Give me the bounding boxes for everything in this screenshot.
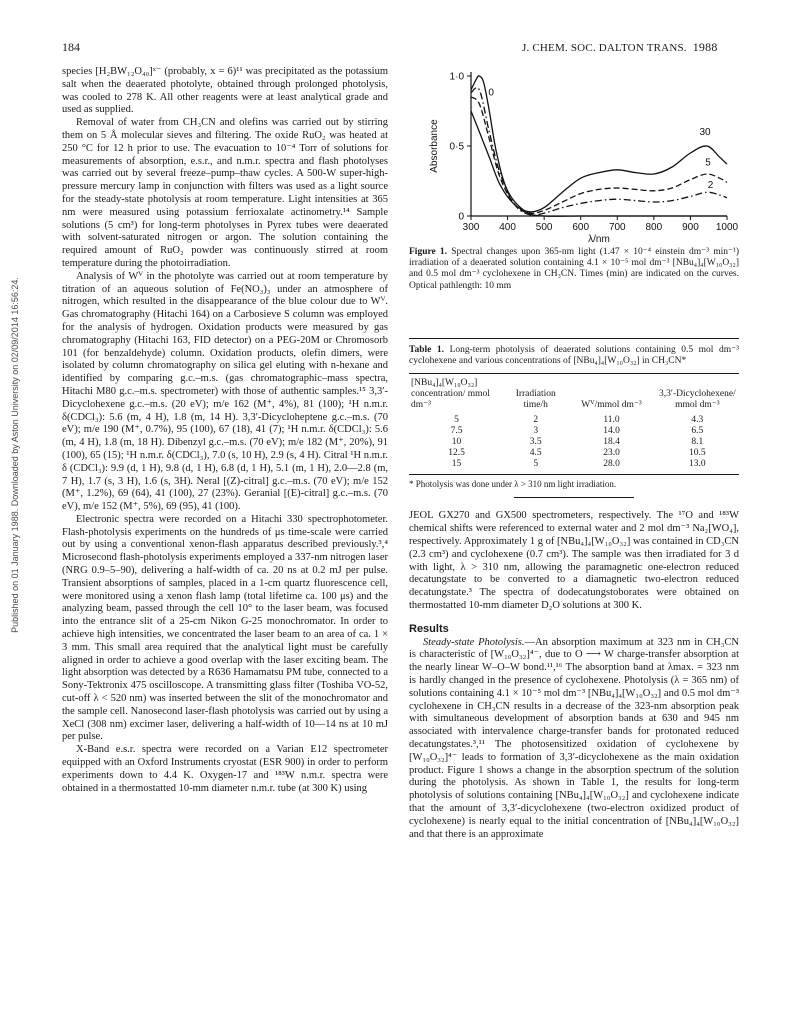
x-tick-label: 800 <box>645 222 663 233</box>
figure-1 <box>409 66 739 244</box>
table-caption-label: Table 1. <box>409 345 445 355</box>
table-cell: 2 <box>533 415 539 426</box>
x-tick-label: 300 <box>462 222 480 233</box>
y-tick-label: 0·5 <box>449 141 464 153</box>
table-cell: 11.0 <box>603 415 620 426</box>
table-cell: 10 <box>451 437 462 448</box>
x-tick-label: 700 <box>608 222 626 233</box>
table-cell: 10.5 <box>689 448 706 459</box>
series-label: 5 <box>705 157 711 169</box>
table-bottom-rule <box>409 474 739 475</box>
table-cell: 7.5 <box>450 426 463 437</box>
x-tick-label: 900 <box>682 222 699 233</box>
table-cell: 15 <box>451 459 462 470</box>
chart-series <box>471 76 727 217</box>
table-cell: 23.0 <box>603 448 620 459</box>
figure-caption-label: Figure 1. <box>409 247 448 257</box>
table-header-rule <box>409 373 739 374</box>
x-axis-label: λ/nm <box>588 234 610 244</box>
table-cell: 8.1 <box>691 437 704 448</box>
table-cell: 12.5 <box>448 448 465 459</box>
x-tick-label: 600 <box>572 222 590 233</box>
table-top-rule <box>409 338 739 339</box>
table-row <box>409 437 739 448</box>
series-line-2 <box>471 88 727 216</box>
table-cell: 5 <box>454 415 459 426</box>
results-text: —An absorption maximum at 323 nm in CH₃CN is characteristic of [W₁₀O₃₂]⁴⁻, due to O ⟶ W charge-transfer absorption at the nearly linear W–O–W bond.¹¹,¹⁶ The absorption band at λmax. = 323 nm is hardly changed in the presence of cyclohexene. Photolysis (λ = 365 nm) of solutions containing 4.1 × 10⁻⁵ mol dm⁻³ [NBu₄]₄[W₁₀O₃₂] and 0.5 mol dm⁻³ cyclohexene in CH₃CN results in a decrease of the 323-nm absorption peak with simultaneous development of absorption bands at 630 and 945 nm associated with intervalence charge-transfer bands for protonated reduced decatungstates.³,¹¹ The photosensitized oxidation of cyclohexene by [W₁₀O₃₂]⁴⁻ leads to formation of 3,3′-dicyclohexene as the main oxidation product. Figure 1 shows a change in the absorption spectrum of the solution during the photolysis. As shown in Table 1, the results for long-term photolysis of solutions containing [NBu₄]₄[W₁₀O₃₂] and cyclohexene indicate that the amount of 3,3′-dicyclohexene (two-electron oxidized product of cyclohexene) is nearly equal to the initial concentration of [NBu₄]₄[W₁₀O₃₂] and that there is an approximate <box>409 636 739 840</box>
paragraph: species [H₂BW₁₂O₄₀]ˣ⁻ (probably, x = 6)¹¹ was precipitated as the potassium salt when the deaerated photolyte, obtained through prolonged photolysis, was cooled to 278 K. All other reagents were at least analytical grade and used as supplied. <box>62 66 388 116</box>
table-cell: 18.4 <box>603 437 620 448</box>
chart-labels <box>429 72 739 245</box>
section-heading-results: Results <box>409 622 449 635</box>
absorbance-chart <box>409 66 739 244</box>
paragraph <box>409 637 739 842</box>
paragraph: Electronic spectra were recorded on a Hitachi 330 spectrophotometer. Flash-photolysis experiments on the hundreds of μs time-scale were carried out by using a conventional xenon-flash apparatus described previously.³,⁴ Microsecond flash-photolysis experiments employed a 337-nm nitrogen laser (NRG 0.9–5–90), delivering a half-width of ca. 20 ns at 0.2 mJ per pulse. Transient absorptions of samples, placed in a 1-cm quartz fluorescence cell, were monitored using a xenon flash lamp (total lifetime ca. 100 μs) and the analyzing beam, passed through the cell 10° to the laser beam, was focused into the entrance slit of a 25-cm Nikon G-25 monochromator. In order to achieve high intensities, we concentrated the laser beam to an area of ca. 1 × 3 mm. This small area required that the analytical light must be carefully aligned in order to achieve a good overlap with the laser exciting beam. The light absorption was detected by a R636 Hamamatsu PM tube, connected to a Sony-Tektronix 475 oscilloscope. A transmitting glass filter (Toshiba VO-52, cut-off λ < 520 nm) was inserted between the slit of the monochromator and the sample cell. Nanosecond laser-flash photolysis was carried out by using a XeCl (308 nm) excimer laser, delivering a half-width of 10—14 ns at 10 mJ per pulse. <box>62 513 388 743</box>
table-caption-text: Long-term photolysis of deaerated solutions containing 0.5 mol dm⁻³ cyclohexene and various concentrations of [NBu₄]₄[W₁₀O₃₂] in CH₃CN* <box>409 345 739 367</box>
journal-name: J. CHEM. SOC. DALTON TRANS. <box>522 42 687 54</box>
table-footnote: * Photolysis was done under λ > 310 nm light irradiation. <box>409 479 617 490</box>
right-column-text <box>409 510 739 841</box>
table-cell: 3 <box>533 426 539 437</box>
table-row <box>409 459 739 470</box>
table-end-rule <box>514 497 634 498</box>
table-cell: 4.5 <box>529 448 542 459</box>
table-1-block <box>409 338 739 841</box>
table-caption <box>409 345 739 367</box>
table-cell: 14.0 <box>603 426 620 437</box>
table-cell: 28.0 <box>603 459 620 470</box>
x-tick-label: 1000 <box>715 222 739 233</box>
table-row <box>409 426 739 437</box>
table-body <box>409 415 739 470</box>
paragraph: JEOL GX270 and GX500 spectrometers, respectively. The ¹⁷O and ¹⁸³W chemical shifts were referenced to external water and 2 mol dm⁻³ Na₂[WO₄], respectively. Approximately 1 g of [NBu₄]₄[W₁₀O₃₂] was contained in CD₃CN (2.3 cm³) and cyclohexene (0.7 cm³). The sample was then irradiated for 3 d with light, λ > 310 nm, allowing the paramagnetic one-electron reduced decatungstate to be converted to a diamagnetic two-electron reduced decatungstate.³ The spectra of dodecatungstoborates were obtained on thermostatted 10-mm diameter D₂O solutions at 300 K. <box>409 510 739 611</box>
table-row <box>409 415 739 426</box>
y-axis-label: Absorbance <box>429 119 440 173</box>
column-header: 3,3′-Dicyclohexene/ mmol dm⁻³ <box>658 389 736 411</box>
figure-caption-text: Spectral changes upon 365-nm light (1.47 × 10⁻⁴ einstein dm⁻³ min⁻¹) irradiation of a deaerated solution containing 4.1 × 10⁻⁵ mol dm⁻³ [NBu₄]₄[W₁₀O₃₂] and 0.5 mol dm⁻³ cyclohexene in CH₃CN. Times (min) are indicated on the curves. Optical pathlength: 10 mm <box>409 247 740 291</box>
series-label: 30 <box>699 126 711 138</box>
series-label: 0 <box>488 87 494 99</box>
table-cell: 5 <box>533 459 539 470</box>
x-tick-label: 400 <box>499 222 516 233</box>
table-header-row <box>409 378 739 411</box>
journal-year: 1988 <box>692 40 718 54</box>
paragraph: Removal of water from CH₃CN and olefins was carried out by stirring them on 5 Å molecular sieves and filtering. The oxide RuO₂ was heated at 250 °C for 12 h prior to use. The evacuation to 10⁻⁴ Torr of solutions for measurements of absorption, e.s.r., and n.m.r. spectra and flash photolyses was carried out by several freeze–pump–thaw cycles. A 500-W super-high-pressure mercury lamp in conjunction with filters was used as a light source for the steady-state photolysis at room temperature. Light intensities at 365 nm were measured using potassium ferrioxalate actinometry.¹⁴ Sample solutions (5 cm³) for long-term photolyses in Pyrex tubes were deaerated with solvent-saturated nitrogen or argon. The solution containing the required amount of RuO₂ powder was continuously stirred at room temperature during the photoirradiation. <box>62 117 388 269</box>
left-column <box>62 66 388 795</box>
table-cell: 4.3 <box>691 415 704 426</box>
table-cell: 6.5 <box>691 426 704 437</box>
column-header: [NBu₄]₄[W₁₀O₃₂] concentration/ mmol dm⁻³ <box>411 378 490 411</box>
y-tick-label: 0 <box>458 211 464 223</box>
y-tick-label: 1·0 <box>449 71 464 83</box>
column-header: Wⱽ/mmol dm⁻³ <box>581 400 642 411</box>
paragraph: Analysis of Wⱽ in the photolyte was carried out at room temperature by titration of an aqueous solution of Fe(NO₃)₃ under an atmosphere of nitrogen, which resulted in the disappearance of the blue colour due to Wⱽ. Gas chromatography (Hitachi 164) on a Carbosieve S column was employed for the analysis of hydrogen. Oxidation products were measured by gas chromatography (Hitachi 163, FID detector) on a PEG-20M or Chromosorb 101 (for benzaldehyde) column. Oxidation products, olefin dimers, were isolated by column chromatography on silica gel eluting with n-hexane and identified by comparing g.c.–m.s. (gas chromatographic–mass spectra, Hitachi M80 g.c.–m.s. spectrometer) with those of authentic samples.¹⁵ 3,3′-Dicyclohexene g.c.–m.s. (20 eV); m/e 162 (M⁺, 4%), 81 (100); ¹H n.m.r. δ(CDCl₃): 5.6 (m, 4 H), 1.8 (m, 14 H). 3,3′-Dicycloheptene g.c.–m.s. (70 eV); m/e 190 (M⁺, 0.7%), 95 (100), 67 (18), 41 (7); ¹H n.m.r. δ(CDCl₃): 5.6 (m, 4 H), 1.8 (m, 18 H). Dibenzyl g.c.–m.s. (70 eV); m/e 182 (M⁺, 20%), 91 (100), 65 (15); ¹H n.m.r. δ(CDCl₃), 7.0 (s, 10 H), 2.9 (s, 4 H). Citral ¹H n.m.r. δ (CDCl₃): 9.9 (d, 1 H), 9.8 (d, 1 H), 6.8 (d, 1 H), 5.1 (m, 1 H), 2.0—2.8 (m, 7 H), 1.7 (s, 3 H), 1.6 (s, 3H). Neral [(Z)-citral] g.c.–m.s. (70 eV); m/e 152 (M⁺, 1.2%), 69 (64), 41 (100), 27 (23%). Geranial [(E)-citral] g.c.–m.s. (70 eV), m/e 152 (M⁺, 5%), 69 (95), 41 (100). <box>62 270 388 513</box>
chart-axes <box>467 72 727 220</box>
table-cell: 3.5 <box>529 437 542 448</box>
series-label: 2 <box>707 180 714 191</box>
figure-caption <box>409 247 739 292</box>
x-tick-label: 500 <box>535 222 553 233</box>
data-table <box>409 378 739 470</box>
paragraph: X-Band e.s.r. spectra were recorded on a Varian E12 spectrometer equipped with an Oxford Instruments cryostat (ESR 900) in order to perform experiments down to 4.4 K. Oxygen-17 and ¹⁸³W n.m.r. spectra were obtained in a thermostatted 10-mm diameter n.m.r. tube (at 300 K) using <box>62 744 388 794</box>
table-cell: 13.0 <box>689 459 706 470</box>
column-header: Irradiation time/h <box>515 389 556 411</box>
download-watermark: Published on 01 January 1988. Downloaded by Aston University on 02/09/2014 16:56:24. <box>10 277 20 633</box>
subsection-label: Steady-state Photolysis. <box>423 636 525 648</box>
page-number: 184 <box>62 40 80 54</box>
running-header <box>522 40 718 55</box>
table-row <box>409 448 739 459</box>
